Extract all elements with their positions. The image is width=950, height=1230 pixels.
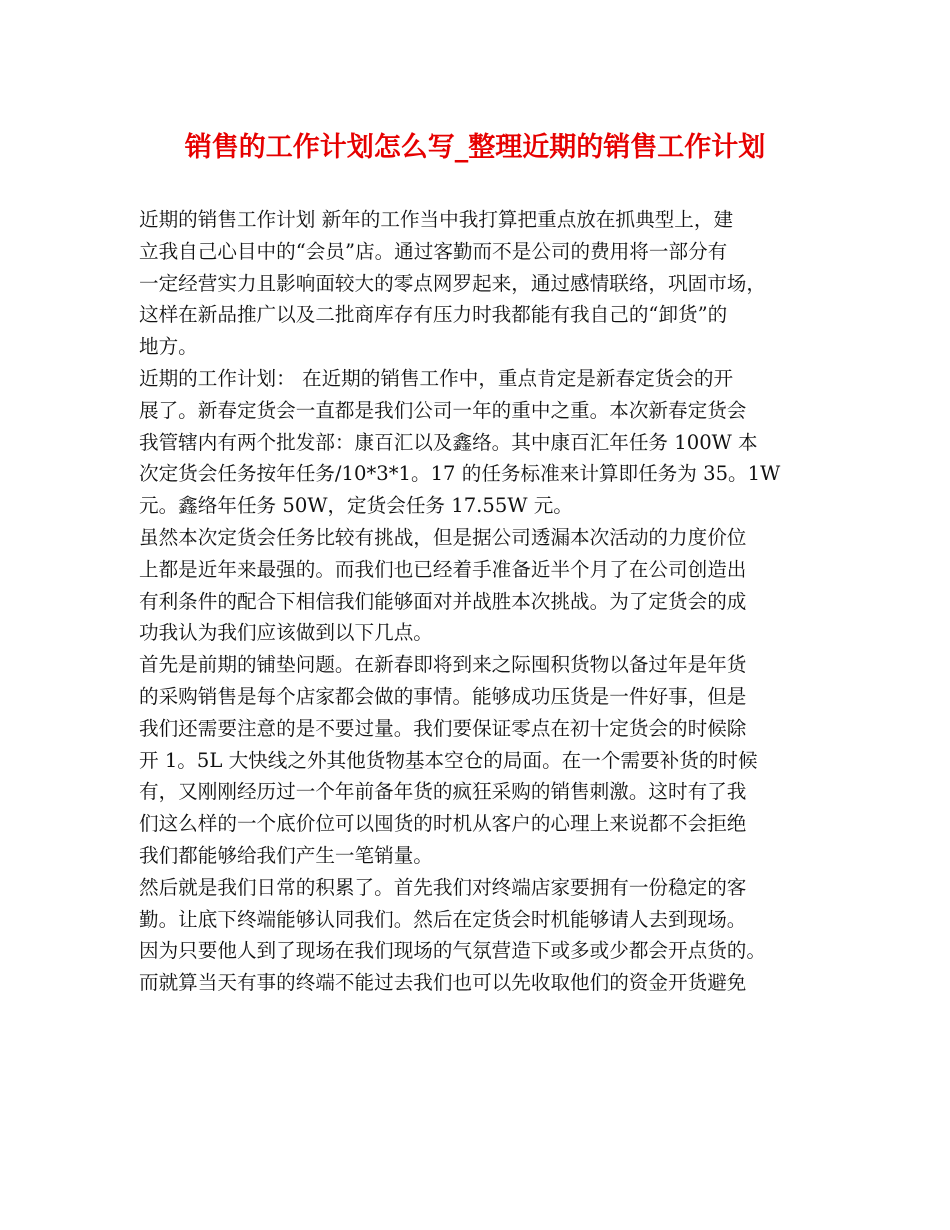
text-line: 有，又刚刚经历过一个年前备年货的疯狂采购的销售刺激。这时有了我	[139, 780, 747, 804]
text-line: 开 1。5L 大快线之外其他货物基本空仓的局面。在一个需要补货的时候	[139, 748, 758, 772]
text-line: 上都是近年来最强的。而我们也已经着手准备近半个月了在公司创造出	[139, 557, 747, 581]
text-line: 的采购销售是每个店家都会做的事情。能够成功压货是一件好事，但是	[139, 684, 747, 708]
text-line: 立我自己心目中的“会员”店。通过客勤而不是公司的费用将一部分有	[139, 239, 728, 263]
text-line: 这样在新品推广以及二批商库存有压力时我都能有我自己的“卸货”的	[139, 303, 728, 327]
text-line: 我管辖内有两个批发部：康百汇以及鑫络。其中康百汇年任务 100W 本	[139, 430, 758, 454]
text-line: 功我认为我们应该做到以下几点。	[139, 621, 433, 645]
text-line: 有利条件的配合下相信我们能够面对并战胜本次挑战。为了定货会的成	[139, 589, 747, 613]
text-line: 首先是前期的铺垫问题。在新春即将到来之际囤积货物以备过年是年货	[139, 653, 747, 677]
text-line: 虽然本次定货会任务比较有挑战，但是据公司透漏本次活动的力度价位	[139, 525, 747, 549]
text-line: 而就算当天有事的终端不能过去我们也可以先收取他们的资金开货避免	[139, 971, 747, 995]
text-line: 次定货会任务按年任务/10*3*1。17 的任务标准来计算即任务为 35。1W	[139, 462, 781, 486]
text-line: 们这么样的一个底价位可以囤货的时机从客户的心理上来说都不会拒绝	[139, 812, 747, 836]
text-line: 然后就是我们日常的积累了。首先我们对终端店家要拥有一份稳定的客	[139, 875, 747, 899]
text-line: 我们都能够给我们产生一笔销量。	[139, 843, 433, 867]
text-line: 我们还需要注意的是不要过量。我们要保证零点在初十定货会的时候除	[139, 716, 747, 740]
text-line: 一定经营实力且影响面较大的零点网罗起来，通过感情联络，巩固市场，	[139, 271, 766, 295]
text-line: 勤。让底下终端能够认同我们。然后在定货会时机能够请人去到现场。	[139, 907, 747, 931]
text-line: 近期的销售工作计划 新年的工作当中我打算把重点放在抓典型上，建	[139, 208, 734, 231]
text-line: 展了。新春定货会一直都是我们公司一年的重中之重。本次新春定货会	[139, 398, 747, 422]
page-title: 销售的工作计划怎么写_整理近期的销售工作计划	[184, 132, 766, 163]
text-line: 因为只要他人到了现场在我们现场的气氛营造下或多或少都会开点货的。	[139, 939, 766, 963]
text-line: 近期的工作计划： 在近期的销售工作中，重点肯定是新春定货会的开	[139, 366, 734, 390]
body-text	[139, 204, 829, 999]
text-line: 地方。	[139, 335, 198, 359]
text-line: 元。鑫络年任务 50W，定货会任务 17.55W 元。	[139, 494, 573, 518]
